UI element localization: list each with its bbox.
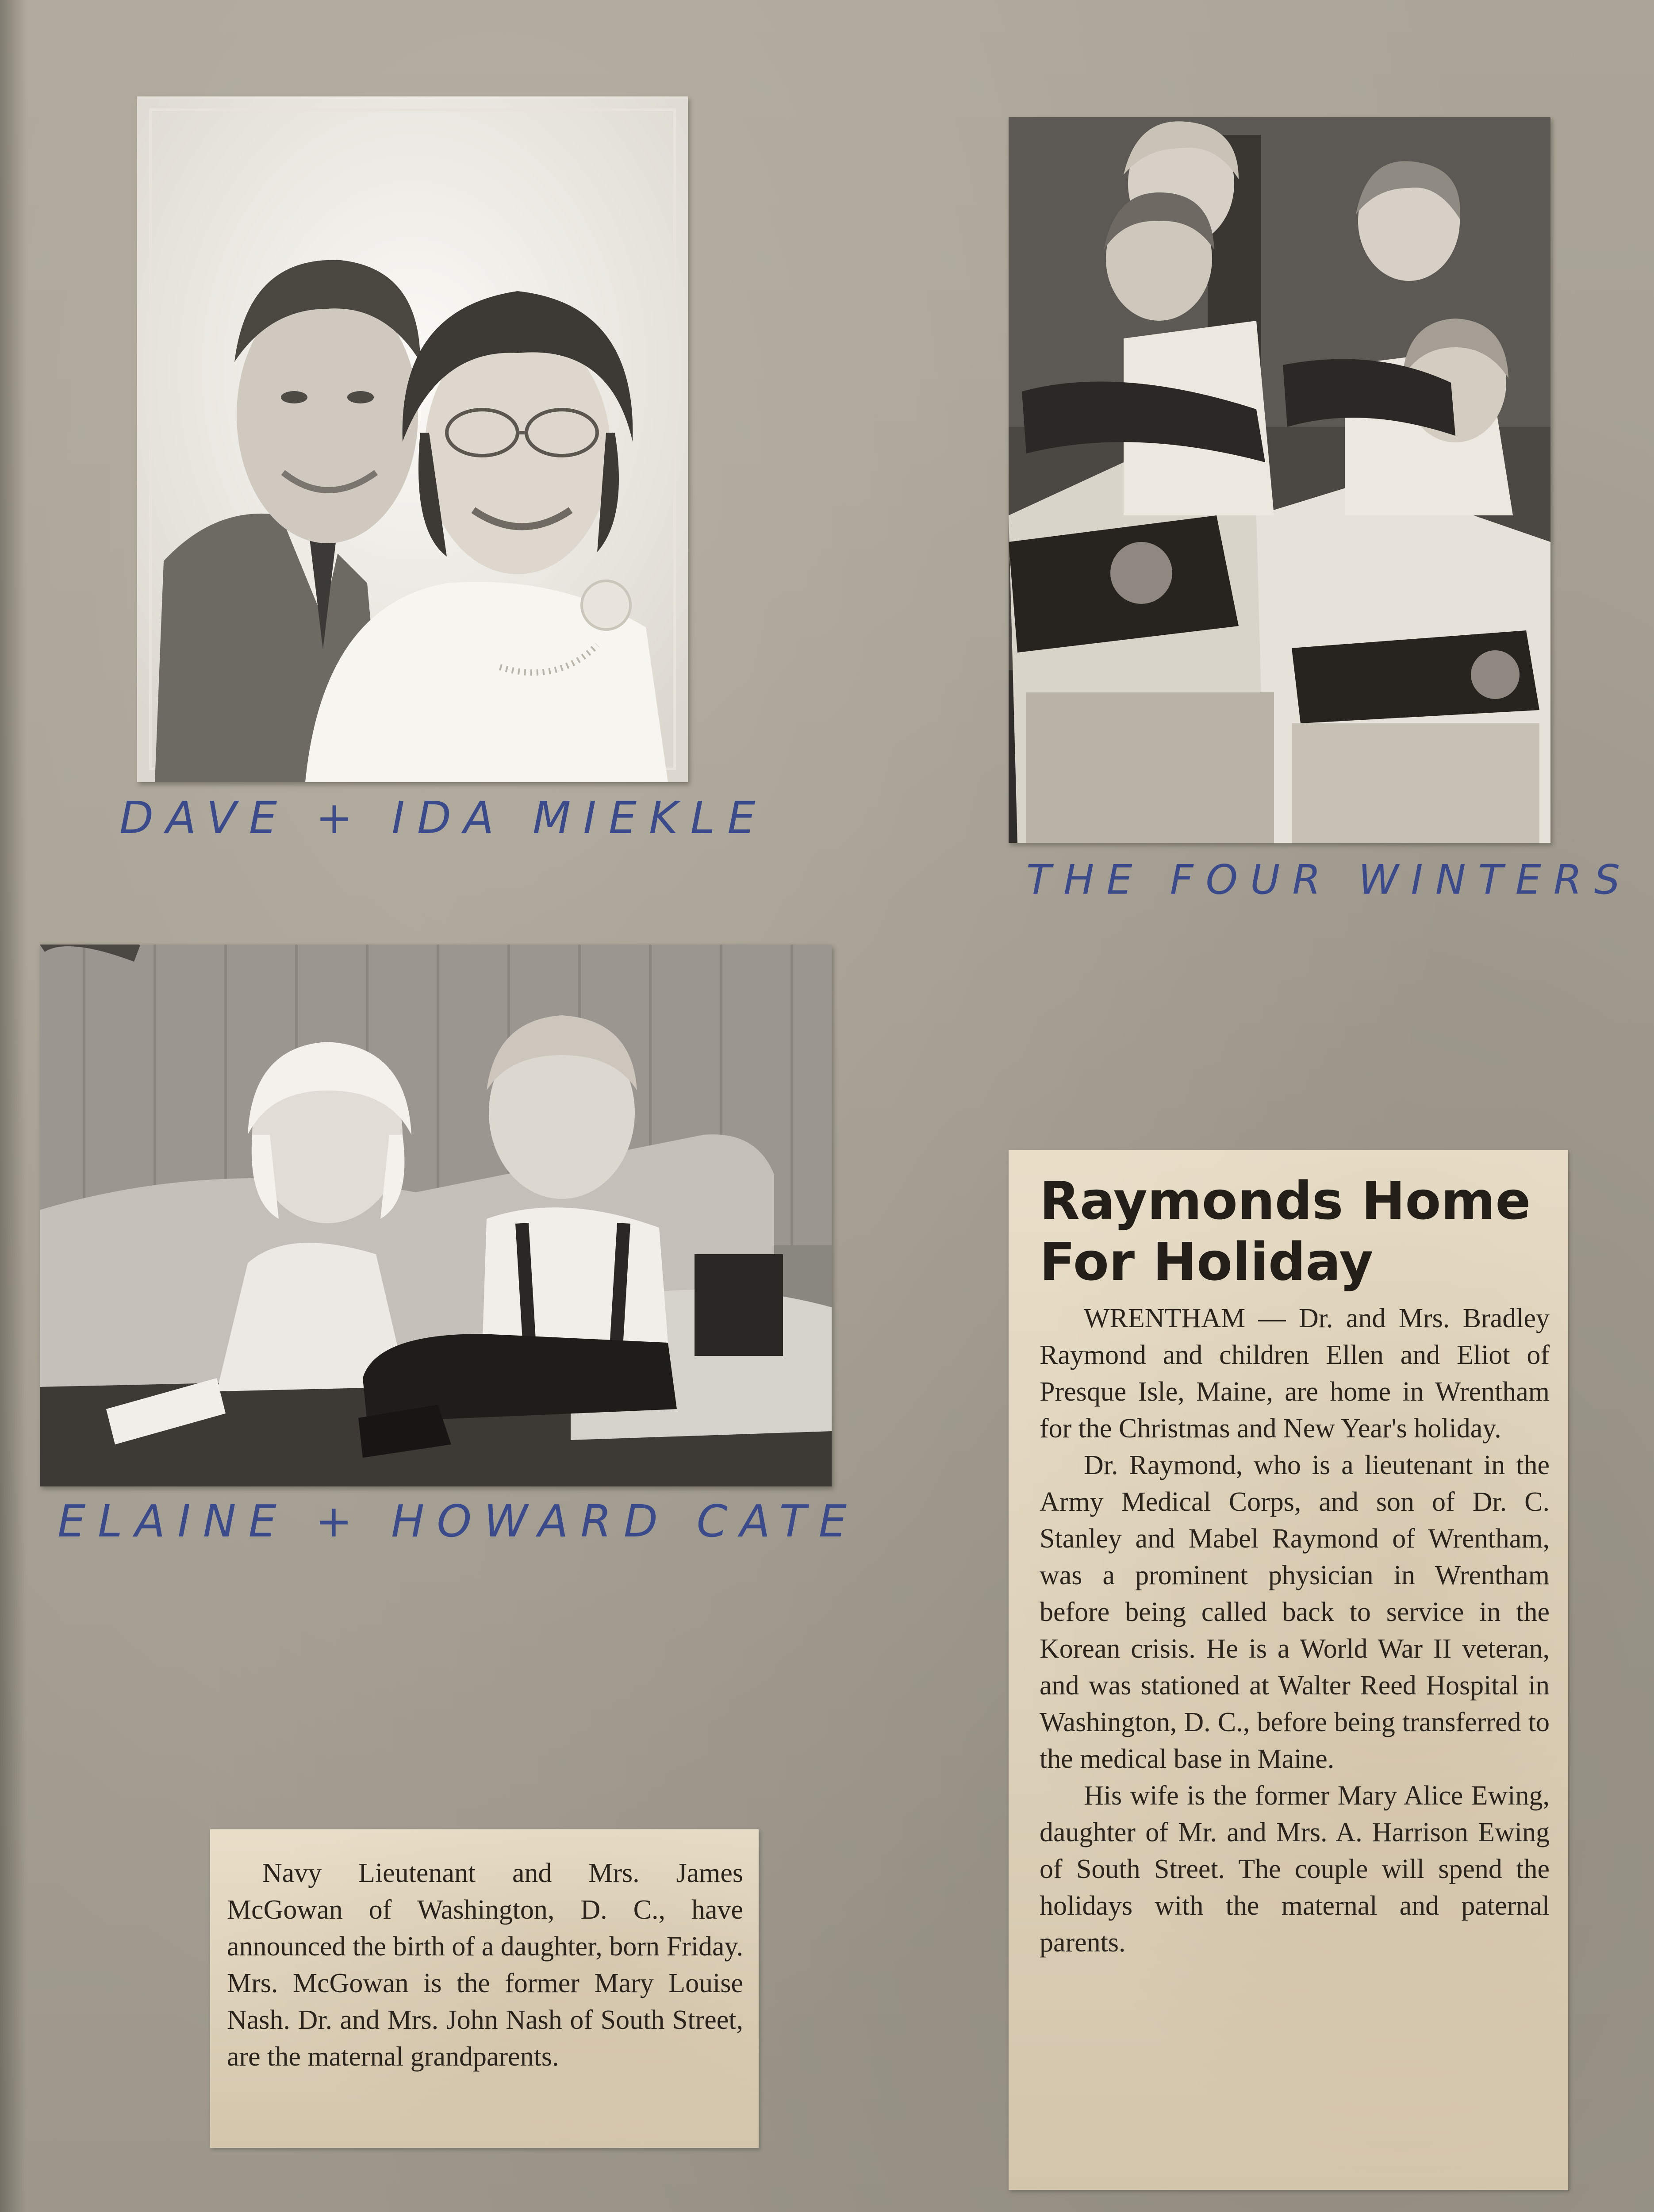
mcgowan-clipping <box>210 1829 759 2148</box>
couple-photo-image <box>137 96 688 782</box>
choir-caption: THE FOUR WINTERS <box>1026 856 1633 903</box>
raymonds-article-body <box>1040 1300 1550 1961</box>
children-photo <box>40 945 832 1486</box>
mcgowan-article-body <box>227 1855 743 2075</box>
raymonds-headline-line1: Raymonds Home <box>1040 1170 1531 1231</box>
choir-photo-image <box>1009 117 1550 843</box>
children-photo-image <box>40 945 832 1486</box>
couple-photo <box>137 96 688 782</box>
raymonds-paragraph-2: Dr. Raymond, who is a lieutenant in the Army Medical Corps, and son of Dr. C. Stanley and Mabel Raymond of Wrentham, was a prominent physician in Wrentham before being called back to service in the Korean crisis. He is a World War II veteran, and was stationed at Walter Reed Hospital in Washington, D. C., before being transferred to the medical base in Maine. <box>1040 1450 1550 1774</box>
page-edge-shadow <box>0 0 27 2212</box>
mcgowan-paragraph: Navy Lieutenant and Mrs. James McGowan of Washington, D. C., have announced the birth of a daughter, born Friday. Mrs. McGowan is the former Mary Louise Nash. Dr. and Mrs. John Nash of South Street, are the maternal grandparents. <box>227 1858 743 2072</box>
children-caption: ELAINE + HOWARD CATE <box>58 1495 859 1547</box>
choir-photo <box>1009 117 1550 843</box>
raymonds-paragraph-1: WRENTHAM — Dr. and Mrs. Bradley Raymond and children Ellen and Eliot of Presque Isle, Maine, are home in Wrentham for the Christmas and New Year's holiday. <box>1040 1303 1550 1444</box>
raymonds-paragraph-3: His wife is the former Mary Alice Ewing, daughter of Mr. and Mrs. A. Harrison Ewing of South Street. The couple will spend the holidays with the maternal and paternal parents. <box>1040 1781 1550 1958</box>
raymonds-clipping <box>1009 1150 1568 2190</box>
raymonds-headline-line2: For Holiday <box>1040 1231 1374 1292</box>
couple-caption: DAVE + IDA MIEKLE <box>119 792 768 844</box>
